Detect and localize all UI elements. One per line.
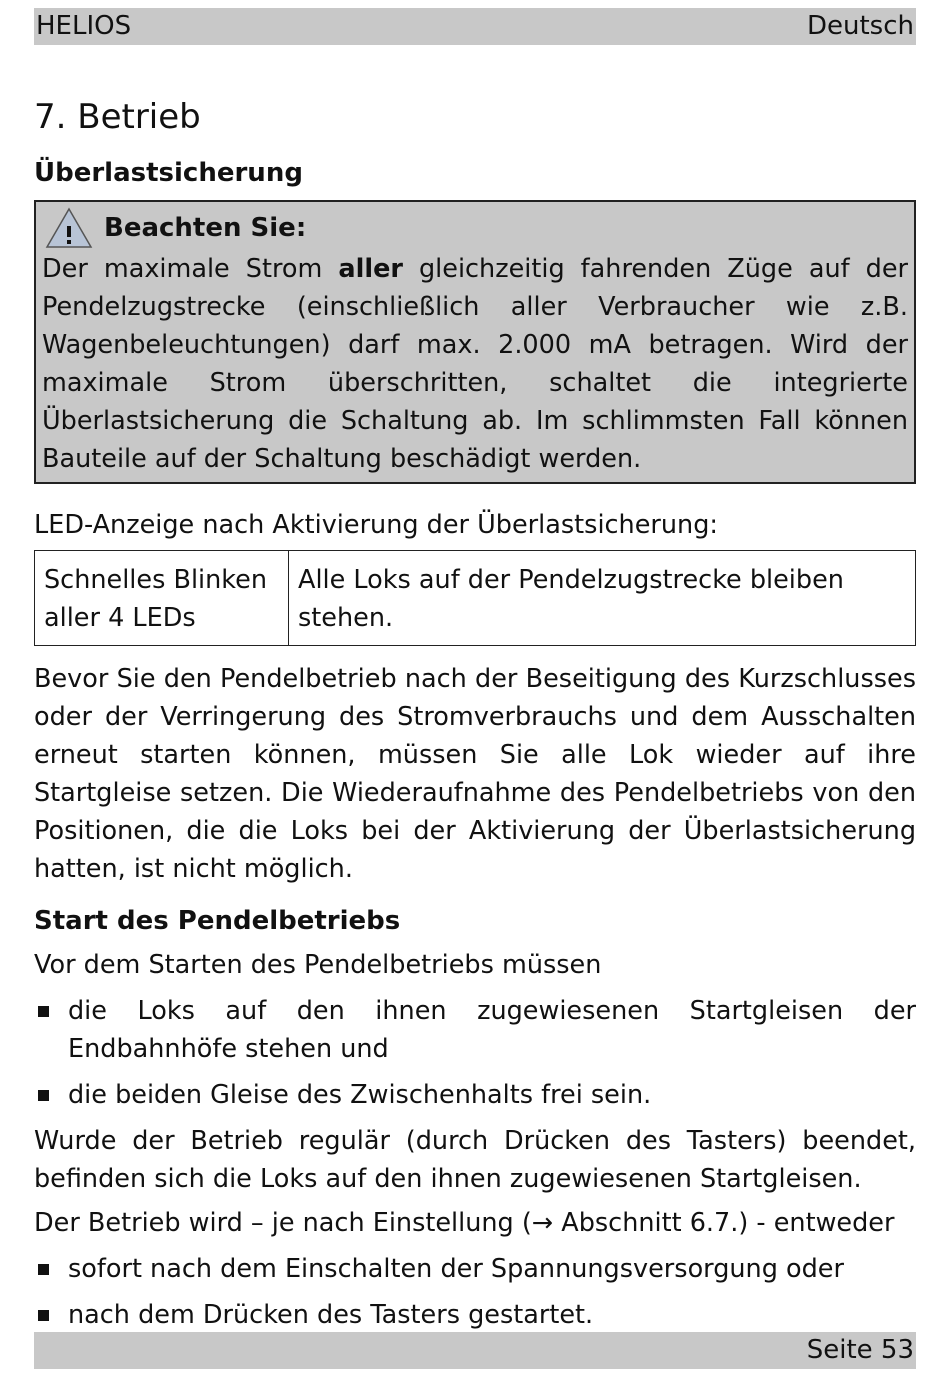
notice-text-emphasis: aller xyxy=(338,254,403,284)
page-header xyxy=(34,8,916,45)
warning-triangle-icon xyxy=(44,206,94,250)
notice-title: Beachten Sie: xyxy=(104,213,307,243)
restart-paragraph: Bevor Sie den Pendelbetrieb nach der Beseitigung des Kurzschlusses oder der Verringerung des Stromverbrauchs und dem Ausschalten erneut starten können, müssen Sie alle Lok wieder auf ihre Startgleise setzen. Die Wiederaufnahme des Pendelbetriebs von den Positionen, die die Loks bei der Aktivierung der Überlastsicherung hatten, ist nicht möglich. xyxy=(34,664,916,884)
list-item: nach dem Drücken des Tasters gestartet. xyxy=(34,1296,916,1334)
header-product: HELIOS xyxy=(36,11,132,41)
section-title: 7. Betrieb xyxy=(34,97,201,137)
notice-text-end: gleichzeitig fahrenden Züge auf der Pendelzugstrecke (einschließlich aller Verbraucher wie z.B. Wagenbeleuchtungen) darf max. 2.000 mA betragen. Wird der maximale Strom überschritten, schaltet die integrierte Überlastsicherung die Schaltung ab. Im schlimmsten Fall können Bauteile auf der Schaltung beschädigt werden. xyxy=(42,254,909,474)
page-footer xyxy=(34,1332,916,1369)
led-meaning-cell: Alle Loks auf der Pendelzugstrecke bleiben stehen. xyxy=(289,551,916,646)
list-item: sofort nach dem Einschalten der Spannungsversorgung oder xyxy=(34,1250,916,1288)
notice-box xyxy=(34,200,916,484)
start-conditions-list xyxy=(34,992,916,1114)
list-item: die beiden Gleise des Zwischenhalts frei sein. xyxy=(34,1076,916,1114)
led-caption: LED-Anzeige nach Aktivierung der Überlastsicherung: xyxy=(34,510,718,540)
notice-header xyxy=(42,206,908,250)
header-language: Deutsch xyxy=(806,11,914,41)
start-heading: Start des Pendelbetriebs xyxy=(34,906,401,936)
page-number: Seite 53 xyxy=(806,1335,914,1365)
notice-text xyxy=(42,250,908,478)
page-content xyxy=(34,92,916,1342)
notice-text-start: Der maximale Strom xyxy=(42,254,339,284)
led-table xyxy=(34,550,916,646)
table-row xyxy=(35,551,916,646)
mode-intro: Der Betrieb wird – je nach Einstellung (→ Abschnitt 6.7.) - entweder xyxy=(34,1208,895,1238)
list-item: die Loks auf den ihnen zugewiesenen Startgleisen der Endbahnhöfe stehen und xyxy=(34,992,916,1068)
overload-heading: Überlastsicherung xyxy=(34,158,303,188)
regular-end-paragraph: Wurde der Betrieb regulär (durch Drücken des Tasters) beendet, befinden sich die Loks auf den ihnen zugewiesenen Startgleisen. xyxy=(34,1126,916,1194)
start-intro: Vor dem Starten des Pendelbetriebs müssen xyxy=(34,950,602,980)
start-modes-list xyxy=(34,1250,916,1334)
led-indicator-cell: Schnelles Blinken aller 4 LEDs xyxy=(35,551,289,646)
